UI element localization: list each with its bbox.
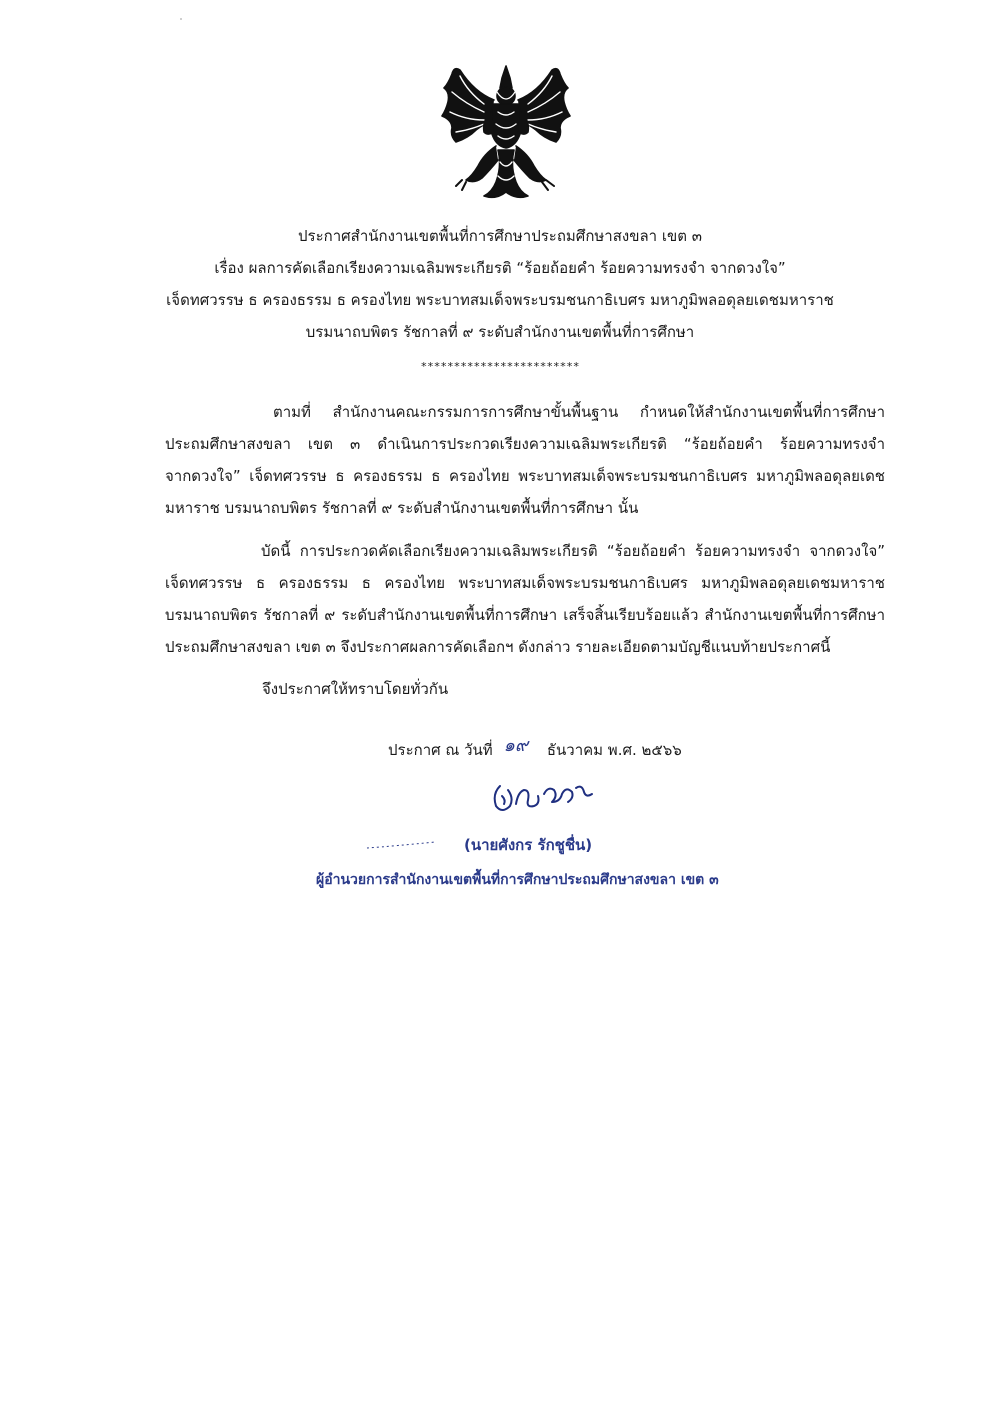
paragraph-2-line: ประถมศึกษาสงขลา เขต ๓ จึงประกาศผลการคัดเลือกฯ ดังกล่าว รายละเอียดตามบัญชีแนบท้ายประกาศนี้	[165, 638, 831, 656]
garuda-emblem-icon	[438, 62, 574, 202]
subject-line-3: บรมนาถบพิตร รัชกาลที่ ๙ ระดับสำนักงานเขตพื้นที่การศึกษา	[305, 323, 695, 341]
scan-speck	[180, 18, 182, 20]
signer-name: (นายศังกร รักชูชื่น)	[464, 836, 593, 854]
date-month-year: ธันวาคม พ.ศ. ๒๕๖๖	[546, 741, 682, 759]
paragraph-1-line: ตามที่ สำนักงานคณะกรรมการการศึกษาขั้นพื้นฐาน กำหนดให้สำนักงานเขตพื้นที่การศึกษา	[273, 403, 885, 421]
announcement-date	[388, 735, 682, 760]
paragraph-1-line: ประถมศึกษาสงขลา เขต ๓ ดำเนินการประกวดเรียงความเฉลิมพระเกียรติ “ร้อยถ้อยคำ ร้อยความทรงจำ	[165, 435, 885, 453]
subject-line-2: เจ็ดทศวรรษ ธ ครองธรรม ธ ครองไทย พระบาทสมเด็จพระบรมชนกาธิเบศร มหาภูมิพลอดุลยเดชมหาราช	[166, 291, 834, 309]
separator-stars: ************************	[420, 360, 580, 373]
paragraph-1-line: มหาราช บรมนาถบพิตร รัชกาลที่ ๙ ระดับสำนักงานเขตพื้นที่การศึกษา นั้น	[165, 499, 639, 517]
signer-title: ผู้อำนวยการสำนักงานเขตพื้นที่การศึกษาประถมศึกษาสงขลา เขต ๓	[316, 872, 719, 888]
signature-icon	[488, 776, 598, 816]
date-day-handwritten: ๑๙	[503, 735, 529, 756]
announcement-heading: ประกาศสำนักงานเขตพื้นที่การศึกษาประถมศึกษาสงขลา เขต ๓	[298, 227, 702, 245]
closing-statement: จึงประกาศให้ทราบโดยทั่วกัน	[262, 680, 449, 698]
subject-line: เรื่อง ผลการคัดเลือกเรียงความเฉลิมพระเกียรติ “ร้อยถ้อยคำ ร้อยความทรงจำ จากดวงใจ”	[214, 259, 786, 277]
paragraph-1-line: จากดวงใจ” เจ็ดทศวรรษ ธ ครองธรรม ธ ครองไทย พระบาทสมเด็จพระบรมชนกาธิเบศร มหาภูมิพลอดุลยเดช	[165, 467, 885, 485]
signature-line	[365, 838, 437, 852]
paragraph-2-line: บัดนี้ การประกวดคัดเลือกเรียงความเฉลิมพระเกียรติ “ร้อยถ้อยคำ ร้อยความทรงจำ จากดวงใจ”	[261, 542, 885, 560]
paragraph-2-line: เจ็ดทศวรรษ ธ ครองธรรม ธ ครองไทย พระบาทสมเด็จพระบรมชนกาธิเบศร มหาภูมิพลอดุลยเดชมหาราช	[165, 574, 885, 592]
paragraph-2-line: บรมนาถบพิตร รัชกาลที่ ๙ ระดับสำนักงานเขตพื้นที่การศึกษา เสร็จสิ้นเรียบร้อยแล้ว สำนักงานเขตพื้นที่การศึกษา	[165, 606, 885, 624]
date-prefix: ประกาศ ณ วันที่	[388, 741, 493, 759]
